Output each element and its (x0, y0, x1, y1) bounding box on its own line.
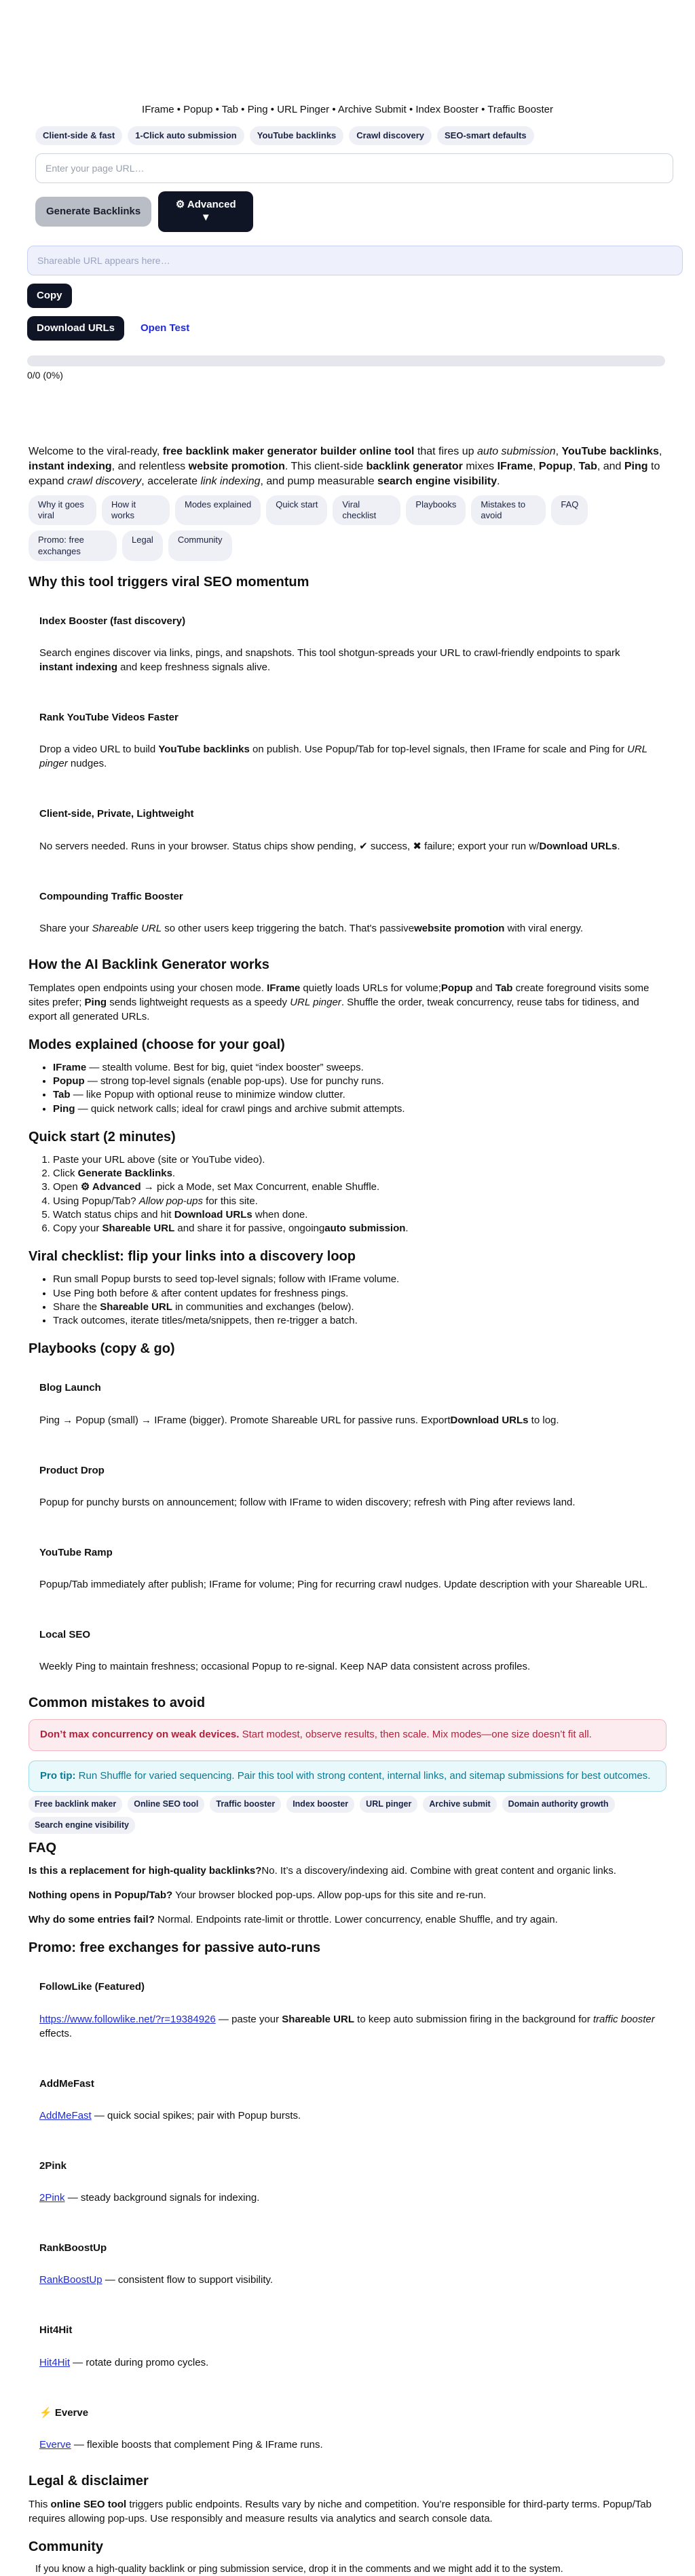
text: with viral energy. (504, 922, 584, 934)
bold-text: Ping (84, 996, 107, 1008)
section-heading-checklist: Viral checklist: flip your links into a discovery loop (29, 1249, 356, 1265)
intro-bold: backlink generator (366, 461, 463, 473)
copy-button[interactable]: Copy (27, 284, 72, 308)
action-row (35, 191, 666, 232)
text: Templates open endpoints using your chosen mode. (29, 982, 267, 994)
mode-name: IFrame (53, 1061, 87, 1073)
toc-link-community[interactable]: Community (168, 531, 232, 561)
bold-text: Download URLs (539, 840, 618, 852)
text: Open (53, 1181, 81, 1193)
generate-backlinks-button[interactable]: Generate Backlinks (35, 197, 151, 227)
text: Share your (39, 922, 92, 934)
promo-card-addmefast (29, 2061, 666, 2130)
promo-card-2pink (29, 2143, 666, 2212)
text: Start modest, observe results, then scale. Mix modes—one size doesn’t fit all. (239, 1729, 592, 1741)
playbook-card-local-seo (29, 1612, 666, 1680)
faq-answer: Your browser blocked pop-ups. Allow pop-ups for this site and re-run. (172, 1889, 487, 1901)
intro-italic: crawl discovery (67, 476, 142, 488)
text: Copy your (53, 1223, 102, 1235)
card-text: Weekly Ping to maintain freshness; occasional Popup to re-signal. Keep NAP data consistent across profiles. (39, 1661, 531, 1673)
bold-text: IFrame (267, 982, 301, 994)
intro-text: mixes (462, 461, 497, 473)
promo-card-rankboostup (29, 2225, 666, 2294)
list-item (53, 1102, 666, 1116)
faq-item (29, 1889, 666, 1902)
text: effects. (39, 2027, 73, 2039)
text: . Shuffle the order, tweak concurrency, reuse tabs for tidiness, and export all generated URLs. (29, 996, 639, 1022)
list-item (53, 1180, 666, 1194)
toc-link-promo[interactable]: Promo: free exchanges (29, 531, 117, 561)
mode-name: Popup (53, 1075, 85, 1088)
text: Ping → Popup (small) → IFrame (bigger). Promote Shareable URL for passive runs. Export (39, 1414, 451, 1426)
bold-text: Pro tip: (40, 1769, 76, 1782)
card-title: Local SEO (39, 1629, 91, 1641)
card-title: Hit4Hit (39, 2324, 73, 2337)
mode-desc: — stealth volume. Best for big, quiet “index booster” sweeps. (86, 1061, 364, 1073)
text: — quick social spikes; pair with Popup bursts. (91, 2109, 301, 2121)
text: — paste your (215, 2013, 282, 2025)
faq-answer: Normal. Endpoints rate-limit or throttle. Lower concurrency, enable Shuffle, and try again. (154, 1914, 558, 1926)
text: — flexible boosts that complement Ping & IFrame runs. (71, 2438, 323, 2450)
card-text: Popup/Tab immediately after publish; IFrame for volume; Ping for recurring crawl nudges. Update description with your Shareable URL. (39, 1579, 648, 1591)
text: Search engines discover via links, pings, and snapshots. This tool shotgun-spreads your URL to crawl-friendly endpoints to spark (39, 647, 620, 659)
copy-row (27, 284, 666, 308)
feature-card-youtube (29, 695, 666, 777)
intro-text: , (658, 445, 662, 457)
feature-chip: 1-Click auto submission (128, 126, 244, 145)
viral-checklist (29, 1273, 666, 1328)
intro-text: that fires up (414, 445, 477, 457)
intro-italic: auto submission (476, 445, 556, 457)
faq-answer: No. It’s a discovery/indexing aid. Combine with great content and organic links. (261, 1864, 616, 1877)
card-title: 2Pink (39, 2159, 67, 2172)
toc-link-legal[interactable]: Legal (122, 531, 163, 561)
modes-list (29, 1061, 666, 1116)
bold-text: website promotion (414, 922, 505, 934)
text: Run Shuffle for varied sequencing. Pair this tool with strong content, internal links, and sitemap submissions for best outcomes. (75, 1769, 651, 1782)
card-text (39, 2191, 656, 2205)
card-text: Popup for punchy bursts on announcement; follow with IFrame to widen discovery; refresh with Ping after reviews land. (39, 1496, 576, 1508)
promo-card-everve (29, 2390, 666, 2459)
text: Share the (53, 1301, 100, 1313)
intro-bold: website promotion (188, 461, 285, 473)
card-text (39, 2356, 656, 2370)
rankboostup-link[interactable]: RankBoostUp (39, 2274, 102, 2286)
chevron-down-icon: ▼ (200, 211, 211, 223)
article (0, 444, 695, 2576)
italic-text: traffic booster (593, 2013, 655, 2025)
intro-text: , (572, 461, 579, 473)
card-title: ⚡ Everve (39, 2406, 89, 2419)
card-title: YouTube Ramp (39, 1546, 113, 1558)
text: and share it for passive, ongoing (174, 1223, 325, 1235)
list-item: 1. Paste your URL above (site or YouTube video). (53, 1153, 666, 1167)
list-item (53, 1061, 666, 1075)
keyword-tag: Domain authority growth (502, 1796, 615, 1813)
list-item (53, 1195, 666, 1208)
warning-callout (29, 1719, 666, 1750)
faq-question: Why do some entries fail? (29, 1914, 155, 1926)
list-item (53, 1301, 666, 1314)
list-item: • Use Ping both before & after content updates for freshness pings. (53, 1287, 666, 1301)
card-text (39, 839, 656, 853)
download-urls-button[interactable]: Download URLs (27, 316, 124, 341)
bold-text: Tab (495, 982, 513, 994)
intro-text: , (555, 445, 562, 457)
promo-card-hit4hit (29, 2307, 666, 2376)
playbook-card-blog-launch (29, 1365, 666, 1434)
section-heading-playbooks: Playbooks (copy & go) (29, 1341, 175, 1357)
card-text (39, 921, 656, 936)
text: No servers needed. Runs in your browser. Status chips show pending, ✔ success, ✖ failure; export your run w/ (39, 840, 540, 852)
intro-text: , and relentless (111, 461, 189, 473)
keyword-tag: Online SEO tool (128, 1796, 204, 1813)
keyword-tag: Search engine visibility (29, 1817, 135, 1834)
mode-desc: — like Popup with optional reuse to minimize window clutter. (70, 1089, 345, 1101)
card-text (39, 2273, 656, 2287)
intro-bold: YouTube backlinks (561, 445, 659, 457)
table-of-contents (29, 495, 666, 561)
card-text (39, 742, 656, 771)
text: so other users keep triggering the batch. That's passive (162, 922, 415, 934)
intro-bold: Tab (578, 461, 597, 473)
faq-list (29, 1864, 666, 1927)
feature-chip: YouTube backlinks (250, 126, 344, 145)
intro-text: , accelerate (141, 476, 201, 488)
text: — steady background signals for indexing. (64, 2192, 260, 2204)
toc-link-quick-start[interactable]: Quick start (266, 495, 327, 526)
card-text (39, 2109, 656, 2123)
advanced-label: ⚙ Advanced (175, 199, 236, 211)
advanced-toggle-button[interactable] (158, 191, 253, 232)
bold-text: Don’t max concurrency on weak devices. (40, 1729, 240, 1741)
mode-name: Ping (53, 1102, 75, 1115)
bold-text: auto submission (324, 1223, 406, 1235)
feature-card-index-booster (29, 598, 666, 681)
playbook-card-product-drop (29, 1448, 666, 1516)
bold-text: Popup (440, 982, 473, 994)
intro-text: , and pump measurable (260, 476, 378, 488)
intro-bold: Popup (538, 461, 573, 473)
italic-text: Shareable URL (92, 922, 162, 934)
toc-link-faq[interactable]: FAQ (551, 495, 588, 526)
toc-link-checklist[interactable]: Viral checklist (333, 495, 400, 526)
text: Drop a video URL to build (39, 744, 159, 756)
text: quietly loads URLs for volume; (300, 982, 441, 994)
intro-text: , (533, 461, 539, 473)
faq-question: Nothing opens in Popup/Tab? (29, 1889, 173, 1901)
text: to keep auto submission firing in the background for (354, 2013, 593, 2025)
tool-modes-title: IFrame • Popup • Tab • Ping • URL Pinger • Archive Submit • Index Booster • Traffic Booster (142, 104, 553, 115)
progress-bar (27, 355, 665, 366)
intro-italic: link indexing (200, 476, 261, 488)
feature-card-client-side (29, 791, 666, 860)
feature-chip: SEO-smart defaults (437, 126, 534, 145)
intro-text: , and (597, 461, 624, 473)
faq-item (29, 1864, 666, 1878)
text: for this site. (202, 1195, 258, 1207)
text: and keep freshness signals alive. (117, 661, 271, 674)
bold-text: Download URLs (450, 1414, 529, 1426)
everve-link[interactable]: Everve (39, 2438, 71, 2450)
promo-card-followlike (29, 1964, 666, 2047)
download-row (27, 316, 666, 341)
2pink-link[interactable]: 2Pink (39, 2192, 65, 2204)
legal-paragraph (29, 2497, 666, 2526)
text: sends lightweight requests as a speedy (107, 996, 290, 1008)
keyword-tag: URL pinger (360, 1796, 417, 1813)
feature-chip: Crawl discovery (349, 126, 432, 145)
page-url-input[interactable] (35, 153, 673, 183)
keyword-tag: Free backlink maker (29, 1796, 122, 1813)
text: . (617, 840, 620, 852)
italic-text: URL pinger (39, 744, 647, 770)
list-item (53, 1208, 666, 1222)
list-item (53, 1088, 666, 1102)
card-title: Rank YouTube Videos Faster (39, 712, 179, 724)
text: create foreground visits some sites prefer; (29, 982, 650, 1008)
text: → pick a Mode, set Max Concurrent, enable Shuffle. (140, 1181, 380, 1193)
progress-text: 0/0 (0%) (27, 369, 63, 381)
text: — consistent flow to support visibility. (102, 2274, 274, 2286)
mode-desc: — quick network calls; ideal for crawl pings and archive submit attempts. (75, 1102, 405, 1115)
text: and (472, 982, 495, 994)
section-heading-how: How the AI Backlink Generator works (29, 957, 269, 972)
playbook-card-youtube-ramp (29, 1530, 666, 1598)
section-heading-promo: Promo: free exchanges for passive auto-runs (29, 1940, 321, 1956)
faq-item (29, 1913, 666, 1927)
card-title: AddMeFast (39, 2077, 94, 2090)
card-text (39, 2012, 656, 2041)
keyword-tag: Archive submit (423, 1796, 496, 1813)
followlike-link[interactable]: https://www.followlike.net/?r=19384926 (39, 2013, 216, 2025)
text: to log. (528, 1414, 559, 1426)
toc-link-why[interactable]: Why it goes viral (29, 495, 96, 526)
mode-name: Tab (53, 1089, 71, 1101)
section-heading-modes: Modes explained (choose for your goal) (29, 1037, 285, 1052)
text: on publish. Use Popup/Tab for top-level signals, then IFrame for scale and Ping for (249, 744, 627, 756)
keyword-tag: Traffic booster (210, 1796, 281, 1813)
card-title: Client-side, Private, Lightweight (39, 808, 194, 820)
feature-chip: Client-side & fast (35, 126, 122, 145)
feature-chips (35, 126, 666, 145)
section-heading-why: Why this tool triggers viral SEO momentum (29, 574, 309, 590)
text: nudges. (67, 758, 107, 770)
feature-card-traffic-booster (29, 874, 666, 942)
list-item: • Track outcomes, iterate titles/meta/snippets, then re-trigger a batch. (53, 1314, 666, 1328)
how-paragraph (29, 981, 666, 1024)
card-title: Product Drop (39, 1464, 105, 1476)
section-heading-faq: FAQ (29, 1840, 57, 1856)
section-heading-community: Community (29, 2539, 103, 2554)
intro-bold: search engine visibility (377, 476, 497, 488)
open-test-link[interactable]: Open Test (140, 322, 190, 334)
intro-bold: Ping (624, 461, 648, 473)
intro-text: . (497, 476, 500, 488)
intro-text: to expand (29, 461, 660, 488)
bold-text: Shareable URL (282, 2013, 354, 2025)
bold-text: Generate Backlinks (77, 1168, 172, 1180)
card-title: Index Booster (fast discovery) (39, 615, 186, 627)
backlink-tool-panel (0, 103, 695, 382)
text: . (172, 1168, 176, 1180)
keyword-tags (29, 1796, 666, 1834)
quick-start-steps (29, 1153, 666, 1236)
text: — rotate during promo cycles. (70, 2356, 209, 2368)
toc-link-mistakes[interactable]: Mistakes to avoid (471, 495, 546, 526)
hit4hit-link[interactable]: Hit4Hit (39, 2356, 71, 2368)
text: Watch status chips and hit (53, 1208, 174, 1220)
bold-text: Download URLs (174, 1208, 252, 1220)
top-blank-area (0, 0, 695, 103)
section-heading-quick-start: Quick start (2 minutes) (29, 1129, 176, 1145)
community-paragraph: If you know a high-quality backlink or ping submission service, drop it in the comments and we might add it to the system. (35, 2563, 563, 2575)
bold-text: YouTube backlinks (158, 744, 250, 756)
text: Click (53, 1168, 78, 1180)
pro-tip-callout (29, 1761, 666, 1792)
card-text (39, 1413, 656, 1427)
bold-text: Shareable URL (100, 1301, 172, 1313)
shareable-url-field[interactable] (27, 246, 683, 275)
mode-desc: — strong top-level signals (enable pop-ups). Use for punchy runs. (84, 1075, 384, 1088)
intro-bold: free backlink maker generator builder online tool (162, 445, 415, 457)
card-title: FollowLike (Featured) (39, 1981, 145, 1993)
italic-text: URL pinger (290, 996, 341, 1008)
card-text (39, 2438, 656, 2452)
text: triggers public endpoints. Results vary by niche and competition. You’re responsible for third-party terms. Popup/Tab requires allowing pop-ups. Use responsibly and measure results via analytics and search console data. (29, 2498, 652, 2524)
text: when done. (252, 1208, 308, 1220)
list-item (53, 1075, 666, 1088)
faq-question: Is this a replacement for high-quality backlinks? (29, 1864, 262, 1877)
intro-bold: instant indexing (29, 461, 112, 473)
list-item (53, 1167, 666, 1180)
card-title: RankBoostUp (39, 2242, 107, 2254)
intro-paragraph (29, 444, 666, 490)
italic-text: Allow pop-ups (138, 1195, 203, 1207)
intro-bold: IFrame (497, 461, 533, 473)
toc-link-modes[interactable]: Modes explained (175, 495, 261, 526)
bold-text: instant indexing (39, 661, 118, 674)
bold-text: online SEO tool (50, 2498, 127, 2510)
card-text (39, 646, 656, 674)
intro-text: . This client-side (284, 461, 367, 473)
bold-text: Shareable URL (102, 1223, 175, 1235)
list-item (53, 1222, 666, 1235)
card-title: Compounding Traffic Booster (39, 890, 183, 902)
card-title: Blog Launch (39, 1382, 101, 1394)
bold-text: ⚙ Advanced (80, 1181, 141, 1193)
section-heading-legal: Legal & disclaimer (29, 2473, 149, 2488)
text: . (405, 1223, 409, 1235)
intro-text: Welcome to the viral-ready, (29, 445, 163, 457)
toc-link-how[interactable]: How it works (102, 495, 170, 526)
text: Using Popup/Tab? (53, 1195, 139, 1207)
keyword-tag: Index booster (286, 1796, 354, 1813)
toc-link-playbooks[interactable]: Playbooks (406, 495, 466, 526)
text: This (29, 2498, 51, 2510)
text: in communities and exchanges (below). (172, 1301, 354, 1313)
addmefast-link[interactable]: AddMeFast (39, 2109, 92, 2121)
list-item: • Run small Popup bursts to seed top-level signals; follow with IFrame volume. (53, 1273, 666, 1286)
section-heading-mistakes: Common mistakes to avoid (29, 1695, 206, 1711)
